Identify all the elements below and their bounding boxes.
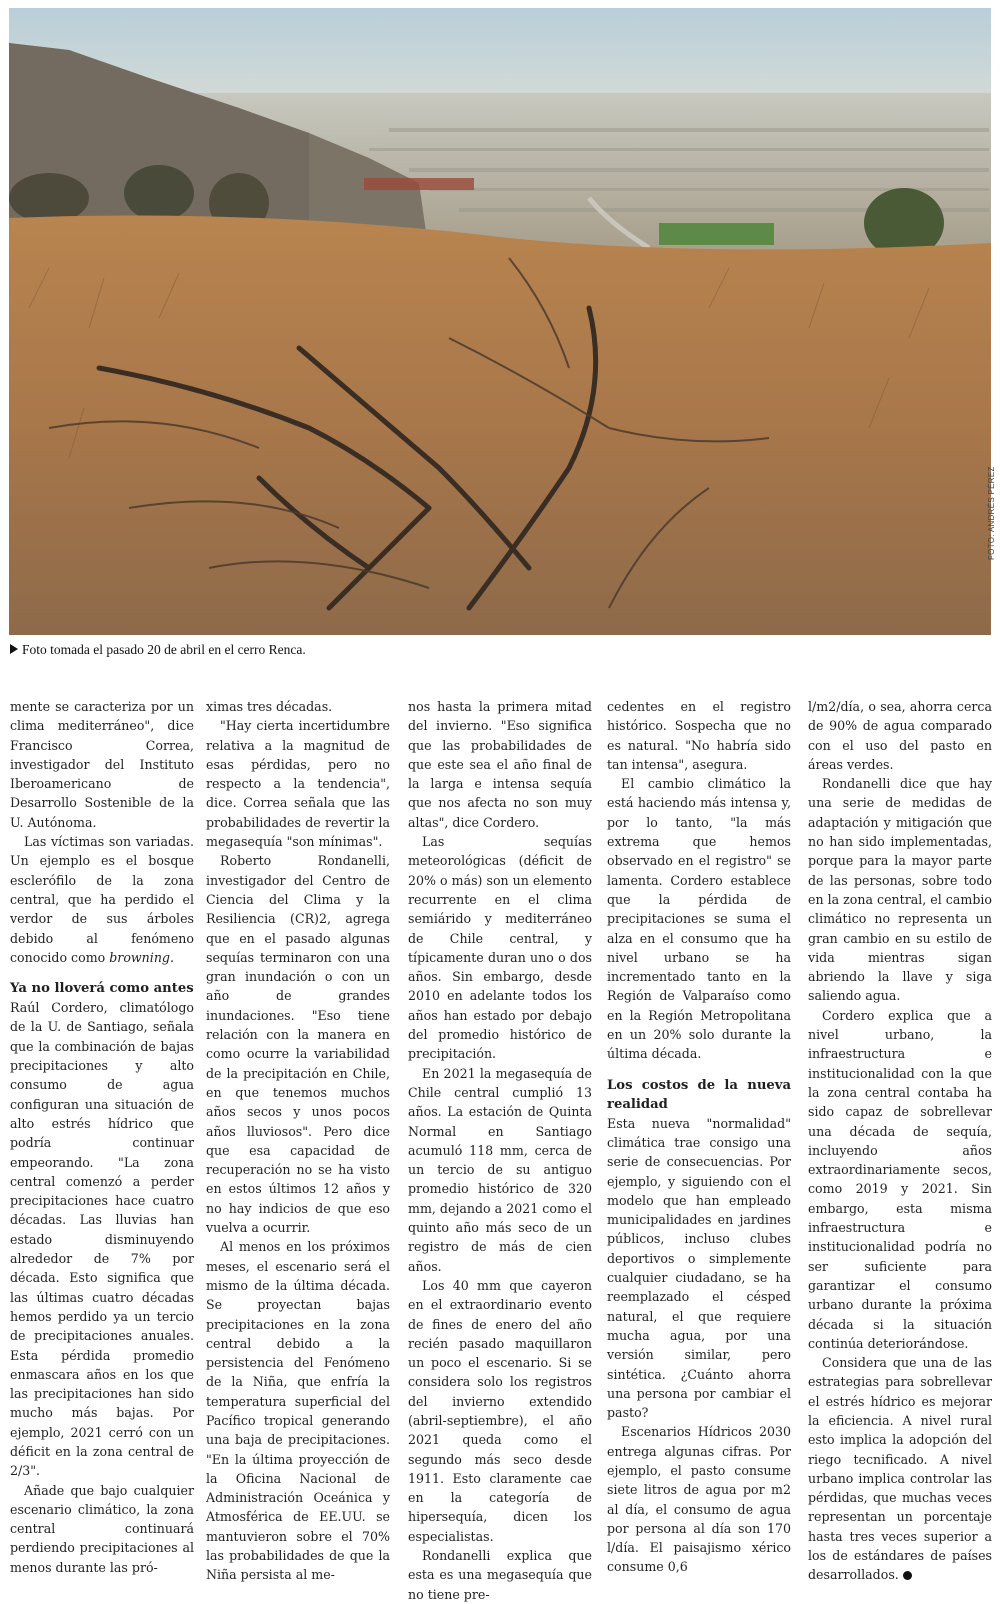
paragraph: Escenarios Hídricos 2030 entrega algunas cifras. Por ejemplo, el pasto consume siete litros de agua por m2 al día, el consumo de agua por persona al día son 170 l/día. El paisajismo xérico consume 0,6 (607, 1424, 791, 1575)
photo-caption (10, 642, 306, 658)
paragraph: Las sequías meteorológicas (déficit de 20% o más) son un elemento recurrente en el clima semiárido y mediterráneo de Chile central, y típicamente duran uno o dos años. Sin embargo, desde 2010 en adelante todos los años han estado por debajo del promedio histórico de precipitación. (408, 834, 592, 1062)
article-photo (9, 8, 991, 635)
caption-arrow-icon (10, 644, 18, 654)
photo-credit: FOTO: ANDRÉS PÉREZ (987, 466, 996, 560)
paragraph: l/m2/día, o sea, ahorra cerca de 90% de agua comparado con el uso del pasto en áreas verdes. (808, 699, 992, 772)
subheading: Ya no lloverá como antes (10, 981, 194, 997)
paragraph: nos hasta la primera mitad del invierno. "Eso significa que las probabilidades de que este sea el año final de la larga e intensa sequía que nos afecta no son muy altas", dice Cordero. (408, 699, 592, 830)
paragraph: mente se caracteriza por un clima mediterráneo", dice Francisco Correa, investigador del Instituto Iberoamericano de Desarrollo Sostenible de la U. Autónoma. (10, 699, 194, 830)
paragraph: Raúl Cordero, climatólogo de la U. de Santiago, señala que la combinación de bajas precipitaciones y alto consumo de agua configuran una situación de alto estrés hídrico que podría continuar empeorando. "La zona central comenzó a perder precipitaciones hace cuatro décadas. Las lluvias han estado disminuyendo alrededor de 7% por década. Esto significa que las últimas cuatro décadas hemos perdido ya un tercio de precipitaciones anuales. Esta pérdida promedio enmascara años en los que las precipitaciones han sido mucho más bajas. Por ejemplo, 2021 cerró con un déficit en la zona central de 2/3". (10, 1000, 194, 1479)
paragraph: Considera que una de las estrategias para sobrellevar el estrés hídrico es mejorar la eficiencia. A nivel rural esto implica la adopción del riego tecnificado. A nivel urbano implica controlar las pérdidas, que muchas veces representan un porcentaje hasta tres veces superior a los de estándares de países desarrollados. (808, 1355, 992, 1583)
paragraph: Rondanelli dice que hay una serie de medidas de adaptación y mitigación que no han sido implementadas, porque para la mayor parte de las personas, sobre todo en la zona central, el cambio climático no representa un gran cambio en su estilo de vida mientras sigan abriendo la llave y siga saliendo agua. (808, 776, 992, 1004)
paragraph: Cordero explica que a nivel urbano, la infraestructura e institucionalidad con la que la zona central contaba ha sido capaz de sobrellevar una década de sequía, incluyendo años extraordinariamente secos, como 2019 y 2021. Sin embargo, esta misma infraestructura e institucionalidad podría no ser suficiente para garantizar el consumo urbano durante la próxima década si la situación continúa deteriorándose. (808, 1007, 992, 1351)
paragraph: En 2021 la megasequía de Chile central cumplió 13 años. La estación de Quinta Normal en Santiago acumuló 118 mm, cerca de un tercio de su antiguo promedio histórico de 320 mm, dejando a 2021 como el quinto año más seco de un registro de más de cien años. (408, 1065, 592, 1274)
paragraph: ximas tres décadas. (206, 699, 333, 714)
paragraph: Roberto Rondanelli, investigador del Centro de Ciencia del Clima y la Resiliencia (CR)2, agrega que en el pasado algunas sequías terminaron con una gran inundación o con un año de grandes inundaciones. "Eso tiene relación con la manera en como ocurre la variabilidad de la precipitación en Chile, en que tenemos muchos años secos y unos pocos años lluviosos". Pero dice que esa capacidad de recuperación no se ha visto en estos últimos 12 años y no hay indicios de que eso vuelva a ocurrir. (206, 853, 390, 1236)
paragraph: Al menos en los próximos meses, el escenario será el mismo de la última década. Se proyectan bajas precipitaciones en la zona central debido a la persistencia del Fenómeno de la Niña, que enfría la temperatura superficial del Pacífico tropical generando una baja de precipitaciones. "En la última proyección de la Oficina Nacional de Administración Oceánica y Atmosférica de EE.UU. se mantuvieron sobre el 70% las probabilidades de que la Niña persista al me- (206, 1239, 390, 1583)
paragraph: Esta nueva "normalidad" climática trae consigo una serie de consecuencias. Por ejemplo, y siguiendo con el modelo que han empleado municipalidades en jardines públicos, incluso clubes deportivos o simplemente cualquier ciudadano, se ha reemplazado el césped natural, el que requiere mucha agua, por una versión similar, pero sintética. ¿Cuánto ahorra una persona por cambiar el pasto? (607, 1115, 791, 1421)
column-2 (206, 697, 390, 1585)
subheading: Los costos de la nueva realidad (607, 1077, 791, 1112)
paragraph: cedentes en el registro histórico. Sospecha que no es natural. "No habría sido tan intensa", asegura. (607, 699, 791, 772)
paragraph: Añade que bajo cualquier escenario climático, la zona central continuará perdiendo precipitaciones al menos durante las pró- (10, 1482, 194, 1575)
paragraph: El cambio climático la está haciendo más intensa y, por lo tanto, "la más extrema que hemos observado en el registro" se lamenta. Cordero establece que la pérdida de precipitaciones se suma el alza en el consumo que ha nivel urbano se ha incrementado tanto en la Región de Valparaíso como en la Región Metropolitana en un 20% solo durante la última década. (607, 776, 791, 1062)
paragraph: Rondanelli explica que esta es una megasequía que no tiene pre- (408, 1548, 592, 1602)
end-of-article-icon (903, 1571, 912, 1580)
hillside-photo-icon (9, 8, 991, 635)
column-4 (607, 697, 791, 1577)
column-1 (10, 697, 194, 1577)
column-5 (808, 697, 992, 1585)
paragraph: "Hay cierta incertidumbre relativa a la magnitud de esas pérdidas, pero no respecto a la tendencia", dice. Correa señala que las probabilidades de revertir la megasequía "son mínimas". (206, 718, 390, 850)
paragraph: Los 40 mm que cayeron en el extraordinario evento de fines de enero del año recién pasado maquillaron un poco el escenario. Si se considera solo los registros del invierno extendido (abril-septiembre), el año 2021 queda como el segundo más seco desde 1911. Esto claramente cae en la categoría de hipersequía, dicen los especialistas. (408, 1277, 592, 1544)
paragraph: Las víctimas son variadas. Un ejemplo es el bosque esclerófilo de la zona central, que ha perdido el verdor de sus árboles debido al fenómeno conocido como browning. (10, 834, 194, 965)
caption-text: Foto tomada el pasado 20 de abril en el cerro Renca. (22, 642, 306, 657)
column-3 (408, 697, 592, 1604)
